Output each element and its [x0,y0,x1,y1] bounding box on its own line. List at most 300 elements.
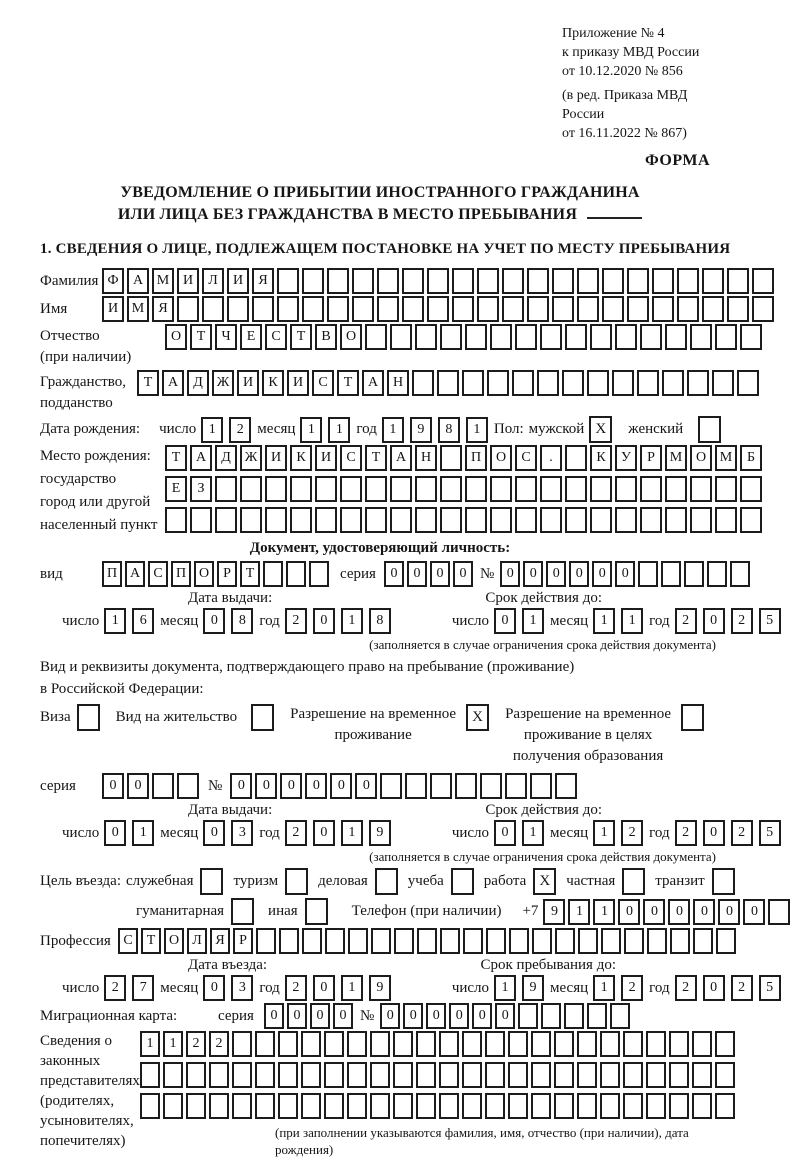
char-box[interactable] [512,370,534,396]
char-box[interactable] [640,476,662,502]
char-box[interactable] [508,1031,528,1057]
char-box[interactable]: 3 [231,820,253,846]
char-box[interactable]: 0 [310,1003,330,1029]
char-box[interactable] [177,296,199,322]
char-box[interactable]: Е [240,324,262,350]
char-box[interactable] [665,324,687,350]
char-box[interactable] [623,1031,643,1057]
char-box[interactable] [600,1062,620,1088]
char-box[interactable] [416,1062,436,1088]
char-box[interactable]: Ч [215,324,237,350]
char-box[interactable] [752,296,774,322]
char-box[interactable] [531,1062,551,1088]
char-box[interactable] [565,507,587,533]
char-box[interactable]: 0 [407,561,427,587]
char-box[interactable]: 0 [500,561,520,587]
char-box[interactable] [186,1093,206,1119]
char-box[interactable]: 0 [255,773,277,799]
char-box[interactable] [652,296,674,322]
char-box[interactable]: Т [337,370,359,396]
char-box[interactable] [640,324,662,350]
char-box[interactable]: П [102,561,122,587]
char-box[interactable] [715,1031,735,1057]
char-box[interactable] [715,507,737,533]
char-box[interactable] [665,507,687,533]
char-box[interactable]: 1 [494,975,516,1001]
char-box[interactable] [740,476,762,502]
char-box[interactable]: 0 [430,561,450,587]
char-box[interactable]: 0 [743,899,765,925]
char-box[interactable] [716,928,736,954]
char-box[interactable] [277,268,299,294]
purpose-study-checkbox[interactable] [451,868,474,895]
char-box[interactable] [687,370,709,396]
char-box[interactable]: 9 [543,899,565,925]
char-box[interactable]: Т [165,445,187,471]
char-box[interactable] [490,476,512,502]
char-box[interactable] [624,928,644,954]
char-box[interactable]: С [265,324,287,350]
char-box[interactable]: 1 [140,1031,160,1057]
char-box[interactable] [727,296,749,322]
char-box[interactable]: М [152,268,174,294]
char-box[interactable] [417,928,437,954]
char-box[interactable] [302,296,324,322]
char-box[interactable]: 2 [229,417,251,443]
char-box[interactable] [665,476,687,502]
char-box[interactable] [416,1093,436,1119]
char-box[interactable]: 0 [305,773,327,799]
char-box[interactable]: 1 [568,899,590,925]
char-box[interactable]: Р [217,561,237,587]
char-box[interactable]: С [312,370,334,396]
char-box[interactable]: 1 [328,417,350,443]
char-box[interactable] [227,296,249,322]
char-box[interactable]: 0 [287,1003,307,1029]
char-box[interactable]: 1 [341,975,363,1001]
char-box[interactable]: 0 [668,899,690,925]
char-box[interactable]: 2 [104,975,126,1001]
char-box[interactable] [427,296,449,322]
char-box[interactable] [240,476,262,502]
char-box[interactable] [509,928,529,954]
char-box[interactable] [347,1031,367,1057]
char-box[interactable] [440,928,460,954]
char-box[interactable]: О [690,445,712,471]
char-box[interactable]: И [265,445,287,471]
char-box[interactable] [352,296,374,322]
char-box[interactable] [502,268,524,294]
char-box[interactable] [707,561,727,587]
char-box[interactable]: 9 [522,975,544,1001]
char-box[interactable]: М [715,445,737,471]
purpose-business-checkbox[interactable] [375,868,398,895]
char-box[interactable]: 5 [759,608,781,634]
char-box[interactable] [690,324,712,350]
char-box[interactable] [646,1062,666,1088]
char-box[interactable]: 0 [330,773,352,799]
char-box[interactable]: 0 [569,561,589,587]
char-box[interactable] [278,1062,298,1088]
char-box[interactable] [565,324,587,350]
char-box[interactable] [669,1093,689,1119]
char-box[interactable] [301,1031,321,1057]
char-box[interactable] [587,370,609,396]
char-box[interactable] [140,1062,160,1088]
char-box[interactable]: 1 [522,608,544,634]
char-box[interactable] [554,1093,574,1119]
purpose-humanitarian-checkbox[interactable] [231,898,254,925]
char-box[interactable]: 9 [369,975,391,1001]
char-box[interactable] [365,507,387,533]
char-box[interactable] [412,370,434,396]
char-box[interactable] [277,296,299,322]
char-box[interactable] [215,507,237,533]
char-box[interactable]: К [290,445,312,471]
char-box[interactable] [677,296,699,322]
char-box[interactable] [752,268,774,294]
char-box[interactable]: 3 [231,975,253,1001]
char-box[interactable] [377,268,399,294]
char-box[interactable] [590,324,612,350]
char-box[interactable]: 0 [280,773,302,799]
char-box[interactable] [209,1093,229,1119]
residence-permit-checkbox[interactable] [251,704,274,731]
char-box[interactable]: 0 [313,820,335,846]
char-box[interactable] [415,507,437,533]
char-box[interactable] [477,268,499,294]
char-box[interactable] [508,1093,528,1119]
char-box[interactable] [587,1003,607,1029]
char-box[interactable] [486,928,506,954]
char-box[interactable] [463,928,483,954]
char-box[interactable]: 1 [201,417,223,443]
char-box[interactable] [462,1093,482,1119]
char-box[interactable]: Р [640,445,662,471]
char-box[interactable] [647,928,667,954]
char-box[interactable] [564,1003,584,1029]
char-box[interactable]: А [362,370,384,396]
char-box[interactable] [540,507,562,533]
char-box[interactable] [715,476,737,502]
char-box[interactable]: 9 [410,417,432,443]
char-box[interactable] [390,507,412,533]
char-box[interactable]: О [164,928,184,954]
char-box[interactable] [615,476,637,502]
char-box[interactable]: 1 [593,820,615,846]
char-box[interactable]: 1 [300,417,322,443]
char-box[interactable] [440,445,462,471]
char-box[interactable]: Т [190,324,212,350]
char-box[interactable] [415,476,437,502]
char-box[interactable] [661,561,681,587]
visa-checkbox[interactable] [77,704,100,731]
char-box[interactable]: Ф [102,268,124,294]
char-box[interactable] [462,1031,482,1057]
char-box[interactable] [256,928,276,954]
char-box[interactable] [455,773,477,799]
char-box[interactable] [702,268,724,294]
char-box[interactable]: С [148,561,168,587]
char-box[interactable] [255,1093,275,1119]
char-box[interactable] [465,476,487,502]
char-box[interactable]: 0 [703,975,725,1001]
char-box[interactable]: 0 [313,975,335,1001]
char-box[interactable] [602,296,624,322]
char-box[interactable]: 2 [209,1031,229,1057]
char-box[interactable] [265,476,287,502]
char-box[interactable]: 0 [718,899,740,925]
char-box[interactable]: 0 [449,1003,469,1029]
char-box[interactable] [377,296,399,322]
char-box[interactable] [541,1003,561,1029]
char-box[interactable] [515,476,537,502]
char-box[interactable]: 0 [203,975,225,1001]
char-box[interactable] [348,928,368,954]
char-box[interactable] [315,507,337,533]
char-box[interactable] [465,324,487,350]
char-box[interactable] [578,928,598,954]
char-box[interactable] [638,561,658,587]
char-box[interactable]: 6 [132,608,154,634]
char-box[interactable] [394,928,414,954]
char-box[interactable]: 0 [426,1003,446,1029]
char-box[interactable] [430,773,452,799]
char-box[interactable] [462,1062,482,1088]
char-box[interactable] [627,296,649,322]
char-box[interactable]: 0 [615,561,635,587]
char-box[interactable] [577,268,599,294]
char-box[interactable] [202,296,224,322]
char-box[interactable] [530,773,552,799]
char-box[interactable]: 2 [675,820,697,846]
char-box[interactable] [615,507,637,533]
char-box[interactable]: Ж [212,370,234,396]
char-box[interactable] [232,1093,252,1119]
char-box[interactable]: 0 [104,820,126,846]
char-box[interactable] [715,1062,735,1088]
char-box[interactable] [380,773,402,799]
char-box[interactable]: Б [740,445,762,471]
char-box[interactable]: Л [187,928,207,954]
char-box[interactable]: 8 [231,608,253,634]
char-box[interactable] [278,1031,298,1057]
char-box[interactable]: 1 [593,975,615,1001]
char-box[interactable] [712,370,734,396]
char-box[interactable] [452,268,474,294]
char-box[interactable] [278,1093,298,1119]
char-box[interactable]: 2 [675,608,697,634]
char-box[interactable] [402,268,424,294]
char-box[interactable]: О [194,561,214,587]
char-box[interactable] [309,561,329,587]
char-box[interactable]: Д [187,370,209,396]
char-box[interactable] [439,1093,459,1119]
char-box[interactable] [727,268,749,294]
char-box[interactable]: Т [290,324,312,350]
char-box[interactable] [610,1003,630,1029]
char-box[interactable]: 0 [472,1003,492,1029]
char-box[interactable] [590,476,612,502]
char-box[interactable] [215,476,237,502]
char-box[interactable]: С [340,445,362,471]
char-box[interactable]: Т [141,928,161,954]
char-box[interactable] [508,1062,528,1088]
char-box[interactable] [352,268,374,294]
char-box[interactable] [340,507,362,533]
char-box[interactable] [692,1031,712,1057]
char-box[interactable] [390,476,412,502]
char-box[interactable] [439,1062,459,1088]
char-box[interactable] [402,296,424,322]
char-box[interactable] [662,370,684,396]
purpose-transit-checkbox[interactable] [712,868,735,895]
char-box[interactable] [255,1062,275,1088]
char-box[interactable] [612,370,634,396]
char-box[interactable]: . [540,445,562,471]
purpose-other-checkbox[interactable] [305,898,328,925]
char-box[interactable] [487,370,509,396]
char-box[interactable]: 0 [102,773,124,799]
char-box[interactable]: 0 [523,561,543,587]
char-box[interactable] [370,1093,390,1119]
char-box[interactable] [324,1093,344,1119]
char-box[interactable]: О [340,324,362,350]
char-box[interactable]: О [490,445,512,471]
purpose-private-checkbox[interactable] [622,868,645,895]
char-box[interactable] [490,507,512,533]
char-box[interactable] [554,1062,574,1088]
char-box[interactable]: 0 [693,899,715,925]
char-box[interactable]: Я [152,296,174,322]
char-box[interactable]: 0 [355,773,377,799]
char-box[interactable] [623,1062,643,1088]
char-box[interactable] [669,1031,689,1057]
char-box[interactable]: Л [202,268,224,294]
char-box[interactable] [390,324,412,350]
char-box[interactable] [232,1062,252,1088]
char-box[interactable] [439,1031,459,1057]
char-box[interactable]: И [102,296,124,322]
char-box[interactable] [637,370,659,396]
char-box[interactable]: 2 [285,608,307,634]
char-box[interactable] [692,1062,712,1088]
char-box[interactable] [152,773,174,799]
char-box[interactable] [518,1003,538,1029]
char-box[interactable] [263,561,283,587]
char-box[interactable]: 1 [466,417,488,443]
char-box[interactable] [692,1093,712,1119]
char-box[interactable]: С [515,445,537,471]
char-box[interactable] [370,1062,390,1088]
sex-male-checkbox[interactable]: X [589,416,612,443]
char-box[interactable] [340,476,362,502]
char-box[interactable]: Ж [240,445,262,471]
char-box[interactable] [163,1093,183,1119]
char-box[interactable] [715,1093,735,1119]
char-box[interactable] [531,1093,551,1119]
char-box[interactable] [768,899,790,925]
char-box[interactable] [279,928,299,954]
char-box[interactable]: 1 [104,608,126,634]
char-box[interactable] [527,296,549,322]
char-box[interactable] [540,476,562,502]
purpose-tourism-checkbox[interactable] [285,868,308,895]
char-box[interactable] [324,1031,344,1057]
char-box[interactable] [615,324,637,350]
char-box[interactable]: 0 [203,608,225,634]
char-box[interactable]: 1 [621,608,643,634]
char-box[interactable] [540,324,562,350]
char-box[interactable] [393,1062,413,1088]
char-box[interactable]: А [190,445,212,471]
char-box[interactable]: 0 [403,1003,423,1029]
char-box[interactable]: У [615,445,637,471]
char-box[interactable]: 1 [382,417,404,443]
char-box[interactable]: 1 [163,1031,183,1057]
char-box[interactable] [505,773,527,799]
char-box[interactable] [485,1093,505,1119]
char-box[interactable] [301,1062,321,1088]
char-box[interactable] [290,507,312,533]
char-box[interactable]: 2 [186,1031,206,1057]
char-box[interactable] [577,1062,597,1088]
temp-residence-checkbox[interactable]: X [466,704,489,731]
char-box[interactable] [577,296,599,322]
char-box[interactable] [554,1031,574,1057]
char-box[interactable]: М [665,445,687,471]
char-box[interactable] [232,1031,252,1057]
char-box[interactable]: 0 [618,899,640,925]
char-box[interactable]: Т [240,561,260,587]
char-box[interactable] [502,296,524,322]
char-box[interactable] [324,1062,344,1088]
char-box[interactable] [290,476,312,502]
char-box[interactable]: 2 [285,820,307,846]
char-box[interactable] [371,928,391,954]
char-box[interactable] [515,324,537,350]
char-box[interactable]: 0 [494,608,516,634]
char-box[interactable] [365,476,387,502]
char-box[interactable] [690,507,712,533]
char-box[interactable]: 1 [341,820,363,846]
char-box[interactable]: В [315,324,337,350]
purpose-official-checkbox[interactable] [200,868,223,895]
char-box[interactable]: Т [137,370,159,396]
char-box[interactable]: З [190,476,212,502]
char-box[interactable] [190,507,212,533]
char-box[interactable] [165,507,187,533]
char-box[interactable] [684,561,704,587]
char-box[interactable] [693,928,713,954]
char-box[interactable] [677,268,699,294]
char-box[interactable]: 0 [264,1003,284,1029]
char-box[interactable] [393,1031,413,1057]
char-box[interactable] [602,268,624,294]
char-box[interactable]: С [118,928,138,954]
char-box[interactable] [140,1093,160,1119]
char-box[interactable] [327,296,349,322]
char-box[interactable] [640,507,662,533]
char-box[interactable] [646,1093,666,1119]
char-box[interactable] [302,268,324,294]
char-box[interactable] [265,507,287,533]
char-box[interactable] [325,928,345,954]
char-box[interactable]: 0 [495,1003,515,1029]
char-box[interactable] [186,1062,206,1088]
char-box[interactable] [601,928,621,954]
char-box[interactable]: 1 [341,608,363,634]
